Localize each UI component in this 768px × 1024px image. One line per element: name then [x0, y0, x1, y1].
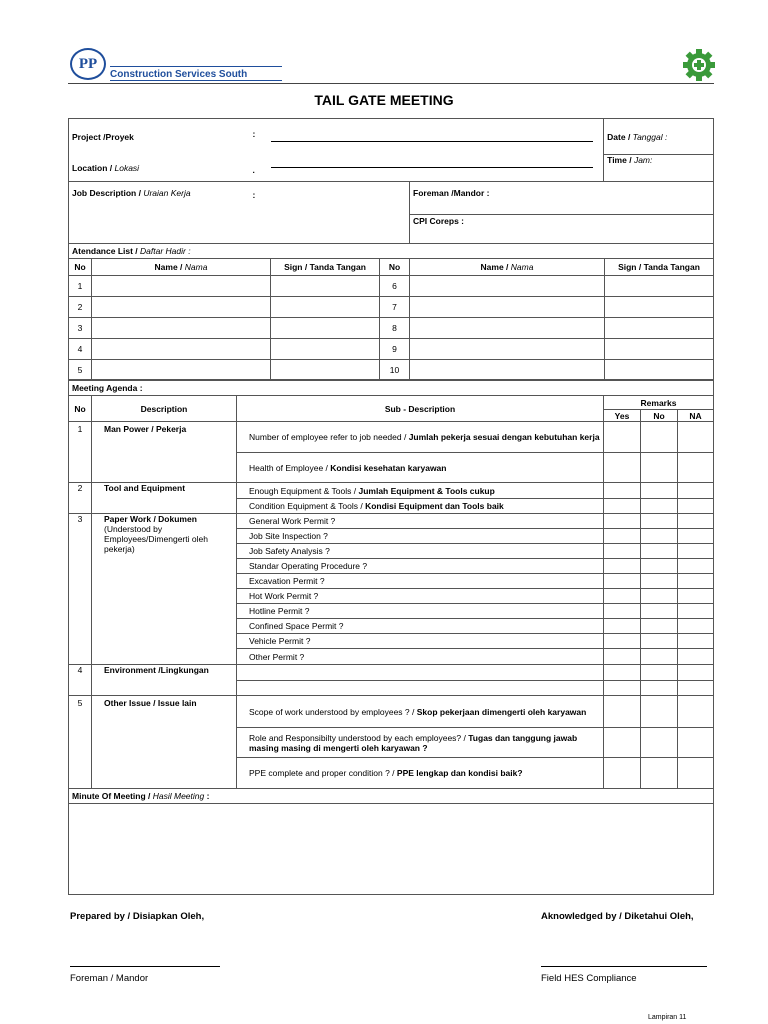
foreman-signature-line[interactable] [70, 966, 220, 967]
agenda-title: Meeting Agenda : [69, 380, 714, 396]
project-label: Project /Proyek [72, 131, 134, 142]
agenda-col-description: Description [92, 396, 237, 422]
prepared-by-label: Prepared by / Disiapkan Oleh, [70, 911, 205, 922]
table-row: Excavation Permit ? [69, 574, 714, 589]
project-colon: : [252, 128, 256, 139]
table-row: 1 6 [69, 276, 714, 297]
location-input-line[interactable] [271, 167, 593, 168]
agenda-col-yes: Yes [604, 410, 641, 422]
table-row: 5 10 [69, 360, 714, 381]
attendance-col-name-left: Name / Nama [92, 259, 271, 276]
logo-line-top [110, 66, 282, 67]
header-rule [68, 83, 714, 84]
minutes-label: Minute Of Meeting / Hasil Meeting : [69, 789, 714, 804]
attendance-col-sign-left: Sign / Tanda Tangan [271, 259, 380, 276]
table-row: Standar Operating Procedure ? [69, 559, 714, 574]
acknowledged-by-label: Aknowledged by / Diketahui Oleh, [541, 911, 694, 922]
foreman-title: Foreman / Mandor [70, 973, 149, 984]
attendance-col-name-right: Name / Nama [410, 259, 605, 276]
table-row: Confined Space Permit ? [69, 619, 714, 634]
table-row: Vehicle Permit ? [69, 634, 714, 649]
attachment-number: Lampiran 11 [648, 1014, 687, 1021]
table-row: 2 Tool and Equipment Enough Equipment & Tools / Jumlah Equipment & Tools cukup [69, 483, 714, 499]
attendance-title: Atendance List / Daftar Hadir : [72, 246, 191, 256]
table-row: Health of Employee / Kondisi kesehatan karyawan [69, 453, 714, 483]
project-info-table [68, 118, 714, 182]
logo-line-bottom [110, 80, 282, 81]
location-label: Location / Lokasi [72, 162, 140, 173]
date-label: Date / Tanggal : [607, 131, 668, 142]
foreman-label: Foreman /Mandor : [413, 188, 490, 198]
gear-icon [681, 47, 717, 83]
company-name: Construction Services South [110, 69, 248, 80]
attendance-col-no-left: No [69, 259, 92, 276]
form-title: TAIL GATE MEETING [314, 92, 454, 108]
table-row: Job Safety Analysis ? [69, 544, 714, 559]
table-row: PPE complete and proper condition ? / PPE lengkap dan kondisi baik? [69, 758, 714, 789]
project-input-line[interactable] [271, 141, 593, 142]
table-row: Job Site Inspection ? [69, 529, 714, 544]
location-colon: . [252, 164, 255, 175]
table-row: Role and Responsibilty understood by each employees? / Tugas dan tanggung jawab masing masing di mengerti oleh karyawan ? [69, 728, 714, 758]
agenda-col-na: NA [678, 410, 714, 422]
agenda-col-no2: No [641, 410, 678, 422]
attendance-table [68, 243, 714, 381]
agenda-col-remarks: Remarks [604, 396, 714, 410]
agenda-table [68, 379, 714, 895]
logo-text: PP [78, 56, 98, 72]
company-logo [70, 48, 106, 80]
hes-signature-line[interactable] [541, 966, 707, 967]
minutes-area[interactable] [69, 804, 714, 895]
table-row: Hot Work Permit ? [69, 589, 714, 604]
table-row: Hotline Permit ? [69, 604, 714, 619]
attendance-col-sign-right: Sign / Tanda Tangan [605, 259, 714, 276]
job-colon: : [252, 189, 256, 200]
table-row: 2 7 [69, 297, 714, 318]
table-row: 5 Other Issue / Issue lain Scope of work understood by employees ? / Skop pekerjaan dimengerti oleh karyawan [69, 696, 714, 728]
table-row: 4 9 [69, 339, 714, 360]
table-row: 3 8 [69, 318, 714, 339]
item3-note: (Understood by Employees/Dimengerti oleh pekerja) [104, 524, 208, 554]
item3-description: Paper Work / Dokumen [104, 514, 197, 524]
cpi-coreps-label: CPI Coreps : [413, 216, 465, 226]
table-row: 1 Man Power / Pekerja Number of employee refer to job needed / Jumlah pekerja sesuai dengan kebutuhan kerja [69, 422, 714, 453]
table-row: Other Permit ? [69, 649, 714, 665]
job-description-label: Job Description / Uraian Kerja [72, 188, 191, 198]
hes-title: Field HES Compliance [541, 973, 637, 984]
time-label: Time / Jam: [607, 155, 653, 165]
table-row: 4 Environment /Lingkungan [69, 665, 714, 681]
table-row: 3 Paper Work / Dokumen (Understood by Employees/Dimengerti oleh pekerja) General Work Permit ? [69, 514, 714, 529]
job-info-table [68, 181, 714, 244]
attendance-col-no-right: No [380, 259, 410, 276]
table-row: Condition Equipment & Tools / Kondisi Equipment dan Tools baik [69, 499, 714, 514]
agenda-col-no: No [69, 396, 92, 422]
agenda-col-sub-description: Sub - Description [237, 396, 604, 422]
